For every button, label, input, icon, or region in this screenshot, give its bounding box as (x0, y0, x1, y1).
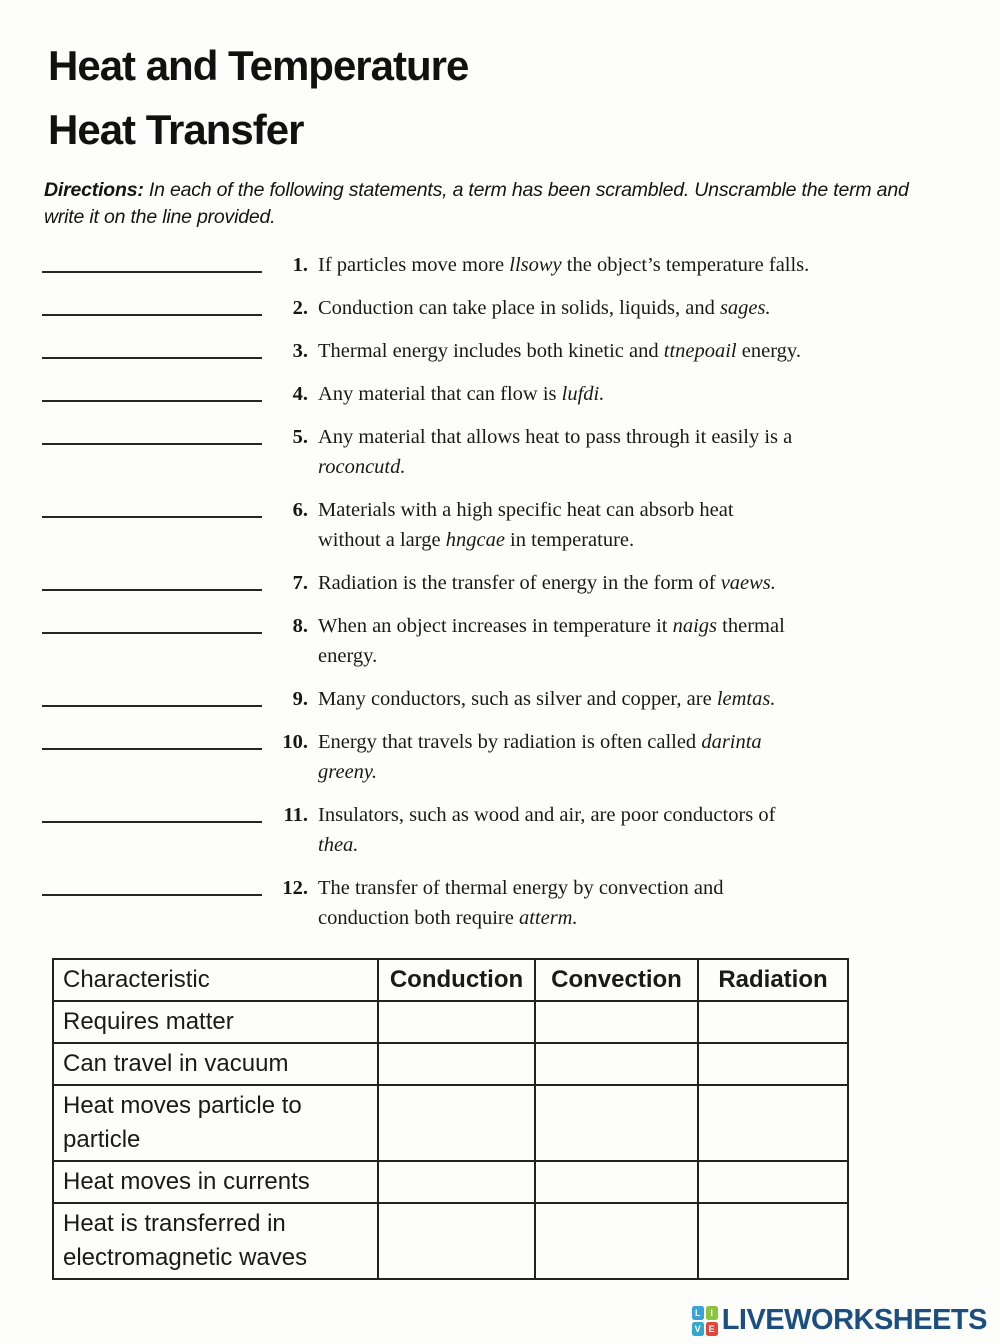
row-label: Requires matter (53, 1001, 378, 1043)
question-number: 9. (292, 688, 308, 710)
liveworksheets-wordmark: LIVEWORKSHEETS (721, 1304, 987, 1336)
answer-line[interactable] (42, 800, 262, 823)
question-number: 3. (292, 340, 308, 362)
answer-line[interactable] (42, 568, 262, 591)
column-header: Characteristic (53, 959, 378, 1001)
row-label: Heat is transferred in electromagnetic waves (53, 1203, 378, 1279)
logo-tile-v: V (692, 1322, 704, 1336)
question-text: Any material that allows heat to pass through it easily is a roconcutd. (318, 426, 793, 478)
worksheet-title (0, 0, 1000, 162)
answer-line[interactable] (42, 495, 262, 518)
question-number: 1. (292, 254, 308, 276)
answer-line[interactable] (42, 379, 262, 402)
question-text: Insulators, such as wood and air, are poor conductors of thea. (318, 804, 776, 856)
question-number: 11. (283, 804, 308, 826)
question-row (42, 684, 1000, 714)
row-label: Heat moves in currents (53, 1161, 378, 1203)
question-text: Materials with a high specific heat can absorb heat without a large hngcae in temperature. (318, 499, 734, 551)
answer-cell[interactable] (698, 1001, 848, 1043)
answer-cell[interactable] (698, 1085, 848, 1161)
question-text: The transfer of thermal energy by convection and conduction both require atterm. (318, 877, 724, 929)
answer-cell[interactable] (535, 1203, 698, 1279)
table-row (53, 1001, 848, 1043)
question-row (42, 422, 1000, 482)
row-label: Can travel in vacuum (53, 1043, 378, 1085)
question-row (42, 293, 1000, 323)
answer-cell[interactable] (378, 1001, 535, 1043)
question-text: Radiation is the transfer of energy in the form of vaews. (318, 572, 776, 594)
directions-label: Directions: (44, 179, 144, 201)
question-number: 2. (292, 297, 308, 319)
question-row (42, 568, 1000, 598)
answer-cell[interactable] (535, 1043, 698, 1085)
table-header-row (53, 959, 848, 1001)
question-text: When an object increases in temperature it naigs thermal energy. (318, 615, 785, 667)
answer-line[interactable] (42, 611, 262, 634)
answer-cell[interactable] (698, 1043, 848, 1085)
answer-cell[interactable] (378, 1085, 535, 1161)
question-number: 6. (292, 499, 308, 521)
answer-cell[interactable] (378, 1161, 535, 1203)
row-label: Heat moves particle to particle (53, 1085, 378, 1161)
directions (44, 177, 914, 231)
answer-line[interactable] (42, 250, 262, 273)
table-row (53, 1085, 848, 1161)
question-row (42, 873, 1000, 933)
answer-line[interactable] (42, 727, 262, 750)
question-text: Thermal energy includes both kinetic and ttnepoail energy. (318, 340, 801, 362)
answer-cell[interactable] (698, 1203, 848, 1279)
answer-line[interactable] (42, 293, 262, 316)
table-row (53, 1043, 848, 1085)
question-text: If particles move more llsowy the object’s temperature falls. (318, 254, 810, 276)
answer-line[interactable] (42, 336, 262, 359)
question-number: 10. (282, 731, 308, 753)
question-row (42, 611, 1000, 671)
question-row (42, 250, 1000, 280)
answer-cell[interactable] (535, 1085, 698, 1161)
directions-text: In each of the following statements, a term has been scrambled. Unscramble the term and write it on the line provided. (44, 179, 909, 228)
answer-line[interactable] (42, 422, 262, 445)
answer-cell[interactable] (535, 1001, 698, 1043)
liveworksheets-logo-icon (692, 1306, 718, 1336)
answer-line[interactable] (42, 873, 262, 896)
question-number: 5. (292, 426, 308, 448)
question-text: Many conductors, such as silver and copper, are lemtas. (318, 688, 776, 710)
question-text: Conduction can take place in solids, liquids, and sages. (318, 297, 771, 319)
questions-list (42, 250, 1000, 933)
question-row (42, 800, 1000, 860)
characteristics-table (52, 958, 849, 1280)
question-text: Energy that travels by radiation is often called darinta greeny. (318, 731, 762, 783)
question-row (42, 379, 1000, 409)
worksheet-title-line1: Heat and Temperature (48, 42, 469, 89)
column-header: Radiation (698, 959, 848, 1001)
answer-cell[interactable] (698, 1161, 848, 1203)
logo-tile-l: L (692, 1306, 704, 1320)
question-text: Any material that can flow is lufdi. (318, 383, 605, 405)
logo-tile-i: I (706, 1306, 718, 1320)
answer-cell[interactable] (378, 1043, 535, 1085)
question-number: 12. (282, 877, 308, 899)
question-number: 7. (292, 572, 308, 594)
table-row (53, 1203, 848, 1279)
table-row (53, 1161, 848, 1203)
answer-cell[interactable] (535, 1161, 698, 1203)
question-number: 8. (292, 615, 308, 637)
question-row (42, 336, 1000, 366)
question-row (42, 495, 1000, 555)
answer-line[interactable] (42, 684, 262, 707)
question-number: 4. (292, 383, 308, 405)
liveworksheets-footer[interactable] (692, 1304, 987, 1337)
column-header: Conduction (378, 959, 535, 1001)
worksheet-title-line2: Heat Transfer (48, 106, 304, 153)
question-row (42, 727, 1000, 787)
logo-tile-e: E (706, 1322, 718, 1336)
column-header: Convection (535, 959, 698, 1001)
answer-cell[interactable] (378, 1203, 535, 1279)
